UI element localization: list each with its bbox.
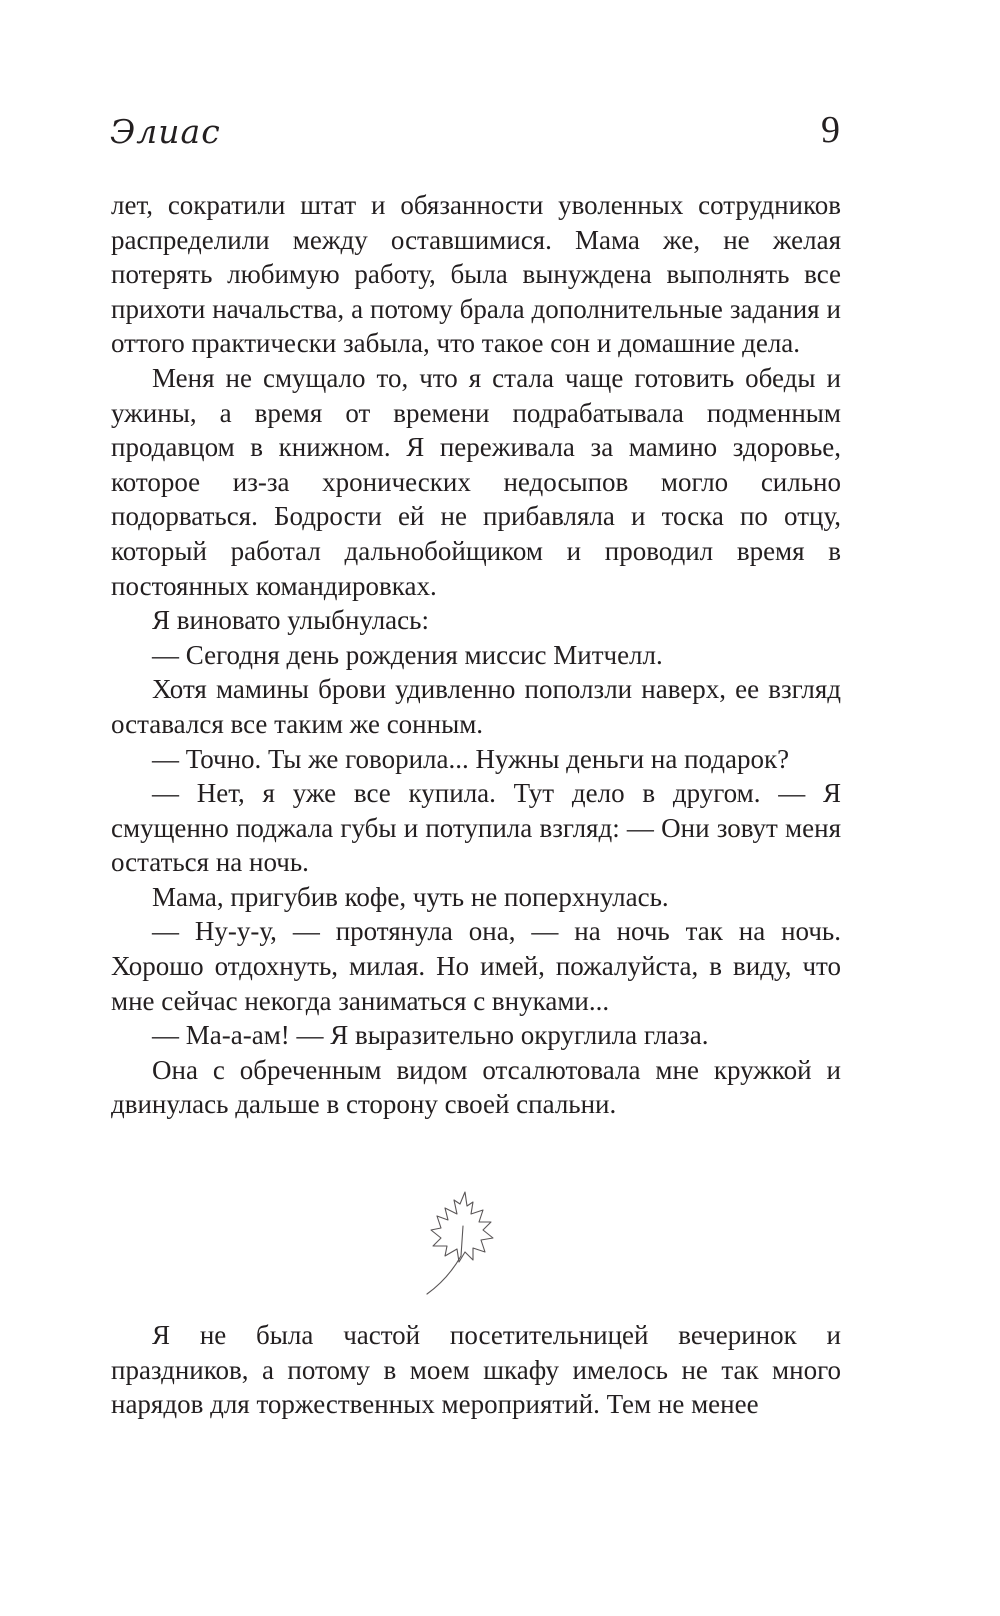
running-head-title: Элиас — [110, 112, 221, 151]
dialogue-line: — Ну-у-у, — протянула она, — на ночь так на ночь. Хорошо отдохнуть, милая. Но имей, пожалуйста, в виду, что мне сейчас некогда заниматься с внуками... — [111, 916, 841, 1016]
section-text — [111, 1318, 841, 1422]
page-number: 9 — [821, 109, 840, 151]
dialogue-line: — Точно. Ты же говорила... Нужны деньги на подарок? — [152, 743, 790, 774]
paragraph: Я не была частой посетительницей вечеринок и праздников, а потому в моем шкафу имелось не так много нарядов для торжественных мероприятий. Тем не менее — [111, 1320, 841, 1420]
paragraph: Я виновато улыбнулась: — [152, 605, 429, 636]
dialogue-line: — Ма-а-ам! — Я выразительно округлила глаза. — [152, 1020, 709, 1051]
paragraph: лет, сократили штат и обязанности уволенных сотрудников распределили между оставшимися. Мама же, не желая потерять любимую работу, была вынуждена выполнять все прихоти начальства, а потому брала дополнительные задания и оттого практически забыла, что такое сон и домашние дела. — [111, 190, 841, 359]
dialogue-line: — Сегодня день рождения миссис Митчелл. — [152, 639, 663, 670]
main-text — [111, 188, 841, 1122]
paragraph: Меня не смущало то, что я стала чаще готовить обеды и ужины, а время от времени подрабатывала подменным продавцом в книжном. Я переживала за мамино здоровье, которое из-за хронических недосыпов могло сильно подорваться. Бодрости ей не прибавляла и тоска по отцу, который работал дальнобойщиком и проводил время в постоянных командировках. — [111, 362, 841, 601]
maple-leaf-icon — [405, 1186, 515, 1302]
paragraph: Мама, пригубив кофе, чуть не поперхнулась. — [152, 881, 669, 912]
paragraph: Хотя мамины брови удивленно поползли наверх, ее взгляд оставался все таким же сонным. — [111, 674, 841, 739]
dialogue-line: — Нет, я уже все купила. Тут дело в другом. — Я смущенно поджала губы и потупила взгляд: — Они зовут меня остаться на ночь. — [111, 778, 841, 878]
paragraph: Она с обреченным видом отсалютовала мне кружкой и двинулась дальше в сторону своей спальни. — [111, 1054, 841, 1120]
